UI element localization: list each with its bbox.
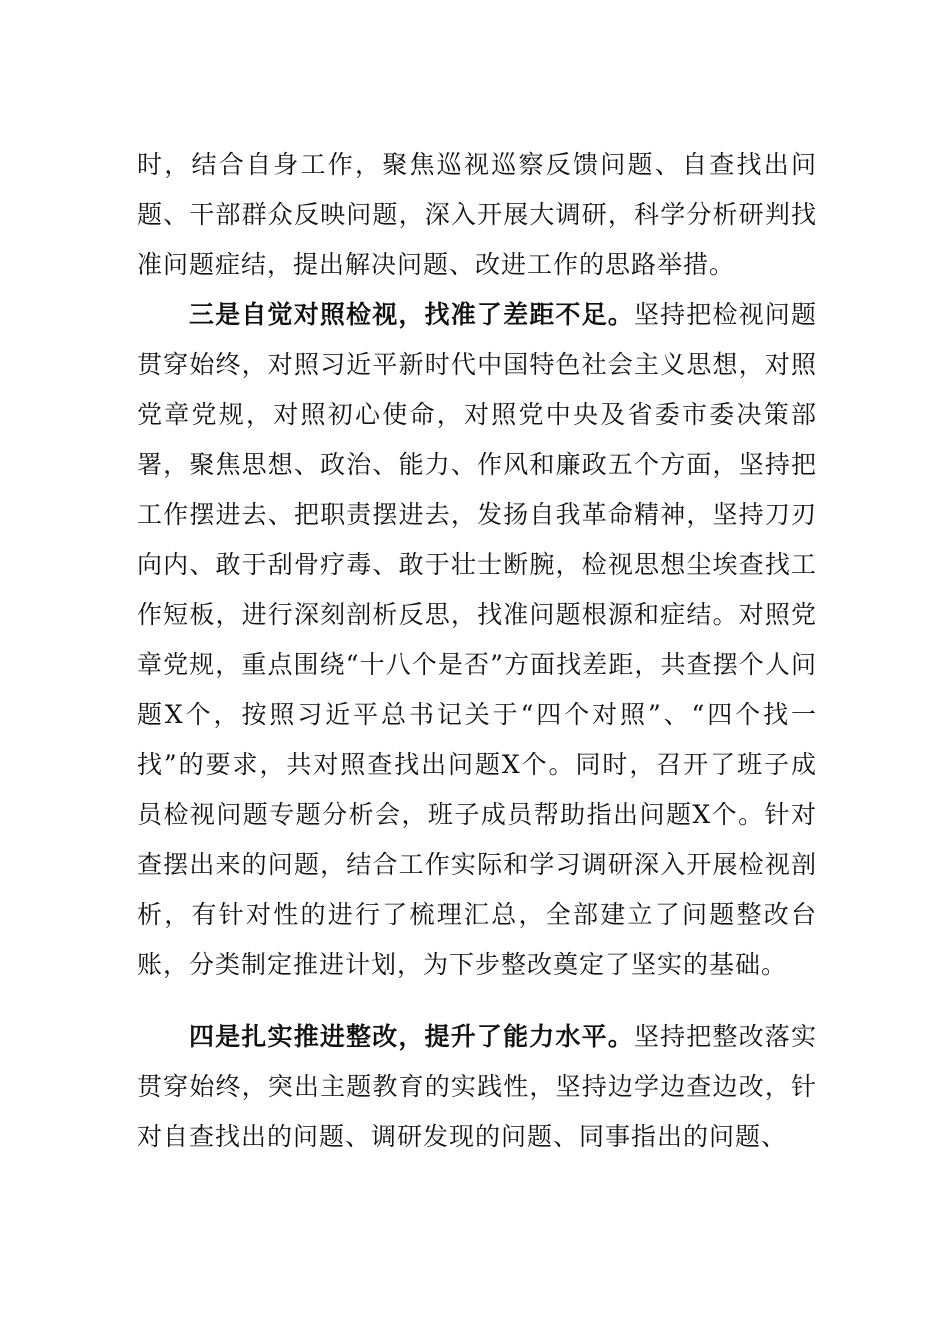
paragraph-text: 坚持把整改落实贯穿始终，突出主题教育的实践性，坚持边学边查边改，针对自查找出的问题、调研发现的问题、同事指出的问题、 <box>137 1022 817 1151</box>
paragraph-three <box>137 290 817 990</box>
paragraph-four <box>137 1012 817 1162</box>
paragraph-continuation <box>137 140 817 290</box>
document-body <box>137 140 817 1162</box>
paragraph-text: 坚持把检视问题贯穿始终，对照习近平新时代中国特色社会主义思想，对照党章党规，对照初心使命，对照党中央及省委市委决策部署，聚焦思想、政治、能力、作风和廉政五个方面，坚持把工作摆进去、把职责摆进去，发扬自我革命精神，坚持刀刃向内、敢于刮骨疗毒、敢于壮士断腕，检视思想尘埃查找工作短板，进行深刻剖析反思，找准问题根源和症结。对照党章党规，重点围绕“十八个是否”方面找差距，共查摆个人问题X个，按照习近平总书记关于“四个对照”、“四个找一找”的要求，共对照查找出问题X个。同时，召开了班子成员检视问题专题分析会，班子成员帮助指出问题X个。针对查摆出来的问题，结合工作实际和学习调研深入开展检视剖析，有针对性的进行了梳理汇总，全部建立了问题整改台账，分类制定推进计划，为下步整改奠定了坚实的基础。 <box>137 300 817 979</box>
paragraph-heading: 三是自觉对照检视，找准了差距不足。 <box>189 300 634 329</box>
paragraph-text: 时，结合自身工作，聚焦巡视巡察反馈问题、自查找出问题、干部群众反映问题，深入开展大调研，科学分析研判找准问题症结，提出解决问题、改进工作的思路举措。 <box>137 150 817 279</box>
paragraph-heading: 四是扎实推进整改，提升了能力水平。 <box>189 1022 634 1051</box>
